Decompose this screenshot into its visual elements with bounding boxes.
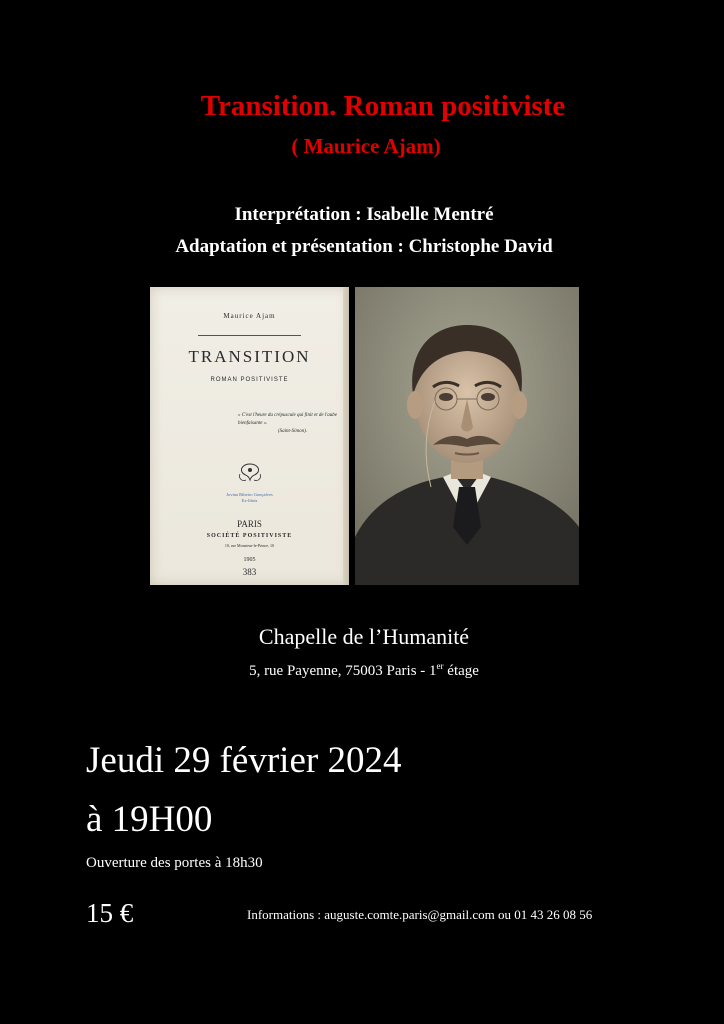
event-date: Jeudi 29 février 2024 <box>86 740 402 781</box>
venue-address <box>0 660 724 682</box>
stamp-line-1: Jovina Ribeiro Gonçalves <box>226 492 273 497</box>
venue-name: Chapelle de l’Humanité <box>258 624 470 649</box>
adaptation-credit: Adaptation et présentation : Christophe David <box>175 236 553 257</box>
cover-quote-text: « C'est l'heure du crépuscule qui finit et de l'aube bienfaisante ». <box>238 413 337 426</box>
portrait-drawing <box>355 287 579 585</box>
stamp-line-2: Ex-libris <box>241 498 258 503</box>
cover-number: 383 <box>242 567 257 577</box>
ornament-icon <box>236 462 264 484</box>
poster-author: ( Maurice Ajam) <box>291 134 441 158</box>
cover-quote <box>238 412 338 436</box>
interpretation-credit: Interprétation : Isabelle Mentré <box>234 204 494 225</box>
ticket-price: 15 € <box>86 898 134 928</box>
cover-rule <box>198 335 301 336</box>
doors-opening: Ouverture des portes à 18h30 <box>86 855 263 871</box>
cover-city: PARIS <box>237 519 262 529</box>
poster-title: Transition. Roman positiviste <box>200 90 566 122</box>
book-cover-image <box>150 287 349 585</box>
cover-page-edge <box>343 287 349 585</box>
address-floor-label: étage <box>443 663 479 679</box>
cover-subtitle: ROMAN POSITIVISTE <box>210 377 289 383</box>
address-floor-superscript: er <box>436 661 444 671</box>
contact-info: Informations : auguste.comte.paris@gmail.com ou 01 43 26 08 56 <box>247 907 593 922</box>
cover-publisher-address: 10, rue Monsieur-le-Prince, 10 <box>224 543 275 548</box>
address-main: 5, rue Payenne, 75003 Paris - 1 <box>249 663 437 679</box>
author-portrait-image <box>355 287 579 585</box>
cover-title: TRANSITION <box>188 347 311 366</box>
cover-publisher: SOCIÉTÉ POSITIVISTE <box>206 533 293 539</box>
cover-stamp <box>205 492 294 504</box>
cover-year: 1905 <box>243 557 256 563</box>
event-time: à 19H00 <box>86 799 213 840</box>
cover-quote-source: (Saint-Simon). <box>278 429 308 434</box>
cover-author: Maurice Ajam <box>223 312 276 320</box>
